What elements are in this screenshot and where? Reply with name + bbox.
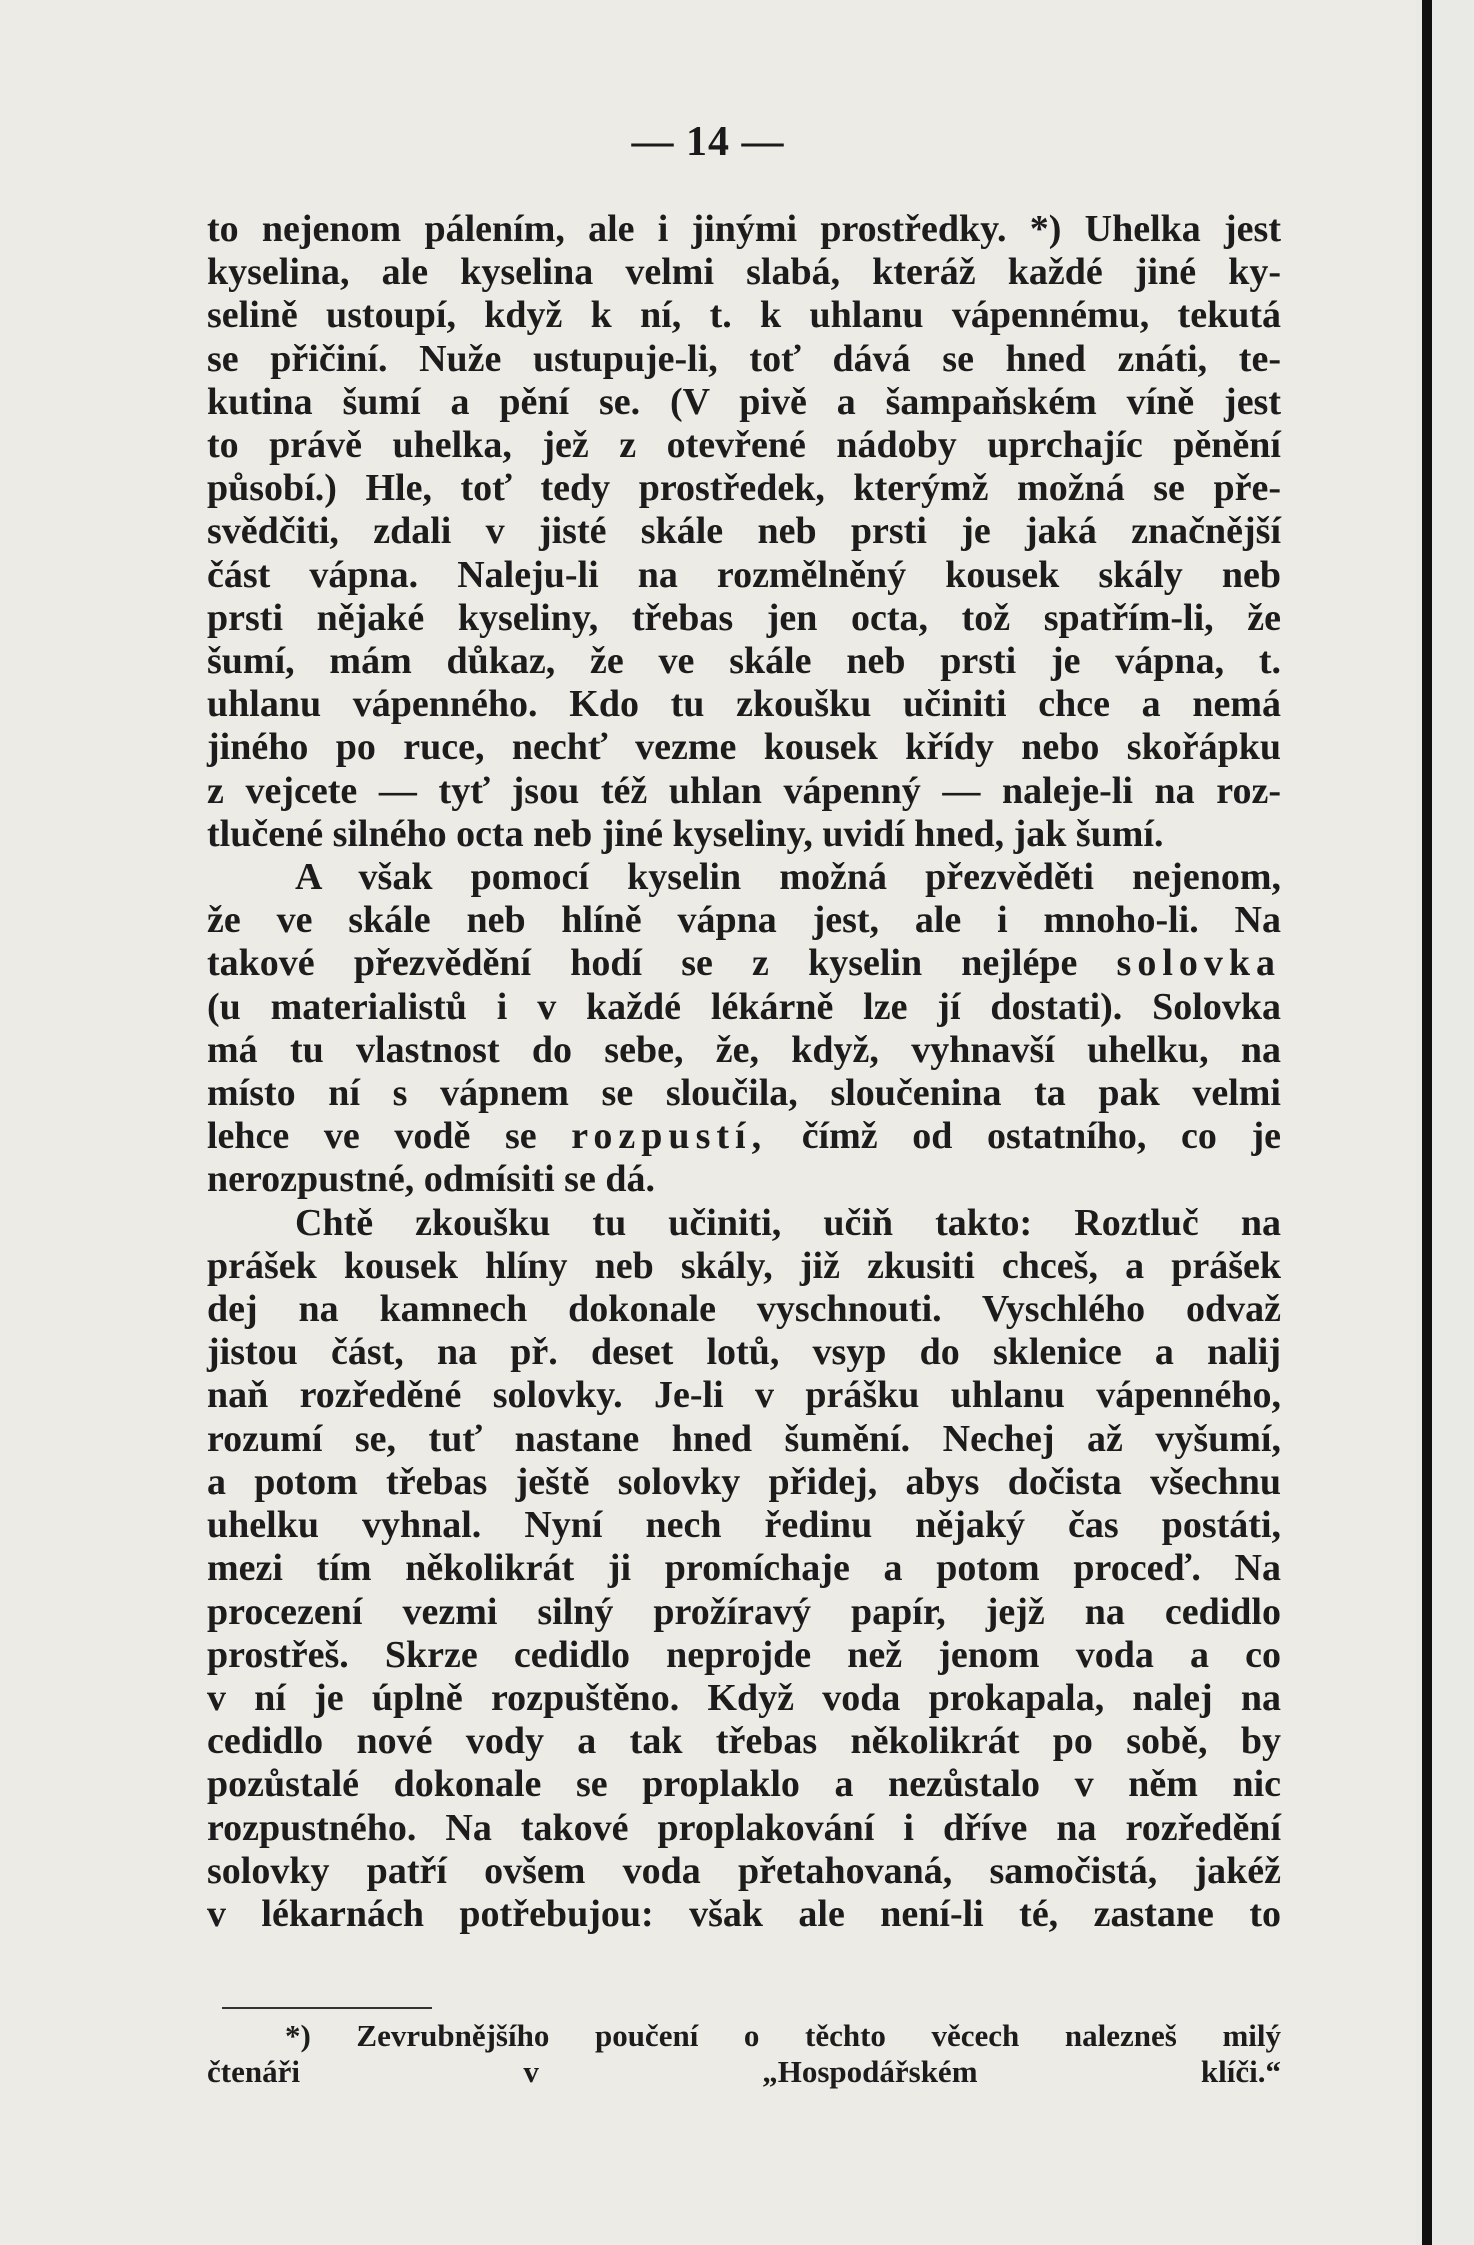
text-line: solovky patří ovšem voda přetahovaná, samočistá, jakéž (207, 1849, 1281, 1892)
text-line: kyselina, ale kyselina velmi slabá, kteráž každé jiné ky- (207, 251, 1281, 294)
footnote-divider (222, 2007, 432, 2009)
text-line: pozůstalé dokonale se proplaklo a nezůstalo v něm nic (207, 1763, 1281, 1806)
text-line: z vejcete — tyť jsou též uhlan vápenný — naleje-li na roz- (207, 769, 1281, 812)
text-line: že ve skále neb hlíně vápna jest, ale i mnoho-li. Na (207, 899, 1281, 942)
text-line: naň rozředěné solovky. Je-li v prášku uhlanu vápenného, (207, 1374, 1281, 1417)
text-line: svědčiti, zdali v jisté skále neb prsti je jaká značnější (207, 510, 1281, 553)
text-line: jistou část, na př. deset lotů, vsyp do sklenice a nalij (207, 1331, 1281, 1374)
text-line: v ní je úplně rozpuštěno. Když voda prokapala, nalej na (207, 1676, 1281, 1719)
footnote-line: čtenáři v „Hospodářském klíči.“ (207, 2054, 1281, 2089)
text-line: dej na kamnech dokonale vyschnouti. Vyschlého odvaž (207, 1288, 1281, 1331)
emphasized-term: solovka (1116, 942, 1282, 985)
text-line: rozumí se, tuť nastane hned šumění. Nechej až vyšumí, (207, 1417, 1281, 1460)
text-line: cedidlo nové vody a tak třebas několikrát po sobě, by (207, 1720, 1281, 1763)
footnote-line: *) Zevrubnějšího poučení o těchto věcech nalezneš milý (285, 2018, 1281, 2053)
text-line: rozpustného. Na takové proplakování i dříve na rozředění (207, 1806, 1281, 1849)
text-line: A však pomocí kyselin možná přezvěděti nejenom, (295, 856, 1281, 899)
text-line: kutina šumí a pění se. (V pivě a šampaňském víně jest (207, 380, 1281, 423)
text-line: prsti nějaké kyseliny, třebas jen octa, tož spatřím-li, že (207, 596, 1281, 639)
binding-shadow (1422, 0, 1432, 2245)
text-line: má tu vlastnost do sebe, že, když, vyhnavší uhelku, na (207, 1028, 1281, 1071)
text-line: se přičiní. Nuže ustupuje-li, toť dává se hned znáti, te- (207, 337, 1281, 380)
emphasized-term: rozpustí, (571, 1115, 768, 1158)
text-line: místo ní s vápnem se sloučila, sloučenina ta pak velmi (207, 1072, 1281, 1115)
text-line: to právě uhelka, jež z otevřené nádoby uprchajíc pěnění (207, 424, 1281, 467)
text-line: část vápna. Naleju-li na rozmělněný kousek skály neb (207, 553, 1281, 596)
text-line: prášek kousek hlíny neb skály, již zkusiti chceš, a prášek (207, 1244, 1281, 1287)
text-line: a potom třebas ještě solovky přidej, abys dočista všechnu (207, 1460, 1281, 1503)
text-line: prostřeš. Skrze cedidlo neprojde než jenom voda a co (207, 1633, 1281, 1676)
text-line: šumí, mám důkaz, že ve skále neb prsti je vápna, t. (207, 640, 1281, 683)
text-line: selině ustoupí, když k ní, t. k uhlanu vápennému, tekutá (207, 294, 1281, 337)
text-line: nerozpustné, odmísiti se dá. (207, 1158, 655, 1201)
text-line: to nejenom pálením, ale i jinými prostředky. *) Uhelka jest (207, 208, 1281, 250)
text-line: procezení vezmi silný prožíravý papír, jejž na cedidlo (207, 1590, 1281, 1633)
text-line: tlučené silného octa neb jiné kyseliny, uvidí hned, jak šumí. (207, 812, 1164, 855)
text-line: působí.) Hle, toť tedy prostředek, kterýmž možná se pře- (207, 467, 1281, 510)
text-line: (u materialistů i v každé lékárně lze jí dostati). Solovka (207, 985, 1281, 1028)
text-segment: čímž od ostatního, co je (801, 1115, 1282, 1158)
text-line: v lékarnách potřebujou: však ale není-li té, zastane to (207, 1892, 1281, 1935)
footnote (207, 2018, 1281, 2090)
body-text (207, 208, 1281, 1936)
page-number: — 14 — (631, 119, 785, 165)
text-line: jiného po ruce, nechť vezme kousek křídy nebo skořápku (207, 726, 1281, 769)
text-line (207, 942, 1281, 985)
text-line: uhelku vyhnal. Nyní nech ředinu nějaký čas postáti, (207, 1504, 1281, 1547)
text-line: mezi tím několikrát ji promíchaje a potom proceď. Na (207, 1547, 1281, 1590)
text-segment: takové přezvědění hodí se z kyselin nejlépe (207, 942, 1078, 985)
text-line (207, 1115, 1281, 1158)
text-segment: lehce ve vodě se (207, 1115, 537, 1158)
text-line: Chtě zkoušku tu učiniti, učiň takto: Roztluč na (295, 1201, 1281, 1244)
text-line: uhlanu vápenného. Kdo tu zkoušku učiniti chce a nemá (207, 683, 1281, 726)
